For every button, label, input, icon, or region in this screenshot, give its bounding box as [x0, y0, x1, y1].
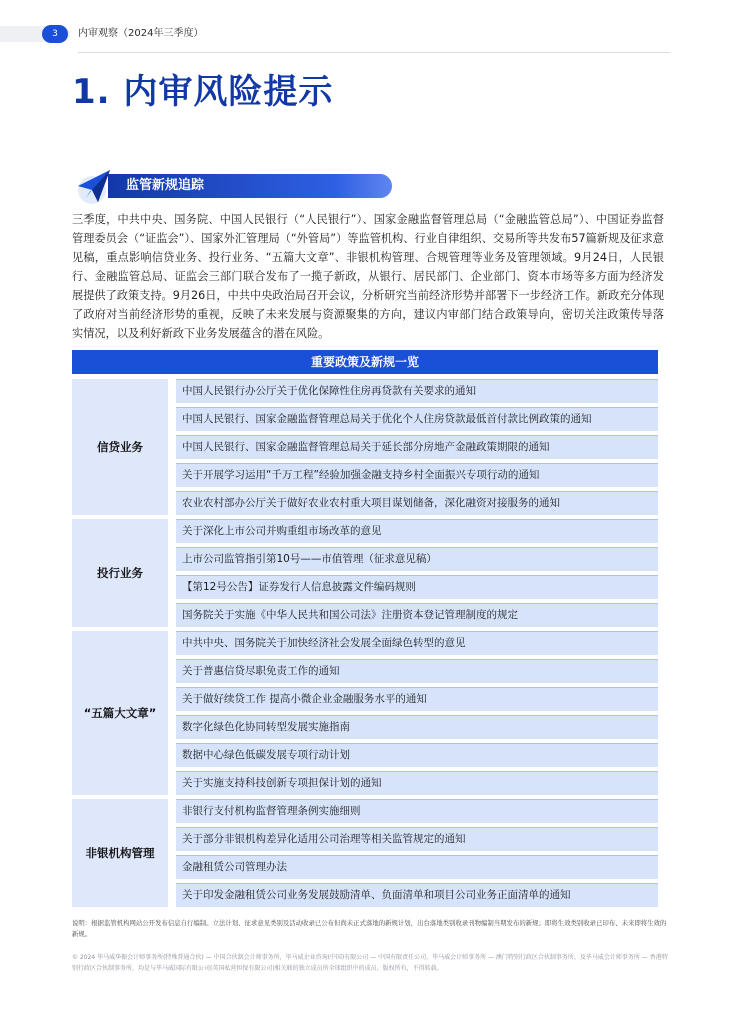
section-label: 监管新规追踪 [126, 178, 205, 193]
policy-item: 关于开展学习运用“千万工程”经验加强金融支持乡村全面振兴专项行动的通知 [176, 463, 658, 487]
section-bar [108, 174, 392, 198]
policy-item: 农业农村部办公厅关于做好农业农村重大项目谋划储备，深化融资对接服务的通知 [176, 491, 658, 515]
intro-paragraph: 三季度，中共中央、国务院、中国人民银行（“人民银行”）、国家金融监督管理总局（“金融监管总局”）、中国证券监督管理委员会（“证监会”）、国家外汇管理局（“外管局”）等监管机构、行业自律组织、交易所等共发布57篇新规及征求意见稿，重点影响信贷业务、投行业务、“五篇大文章”、非银机构管理、合规管理等业务及管理领域。9月24日，人民银行、金融监管总局、证监会三部门联合发布了一揽子新政，从银行、居民部门、企业部门、资本市场等多方面为经济发展提供了政策支持。9月26日，中共中央政治局召开会议，分析研究当前经济形势并部署下一步经济工作。新政充分体现了政府对当前经济形势的重视，反映了未来发展与资源聚集的方向，建议内审部门结合政策导向，密切关注政策传导落实情况，以及利好新政下业务发展蕴含的潜在风险。 [72, 213, 664, 340]
page-number: 3 [42, 25, 68, 43]
policy-item: 关于实施支持科技创新专项担保计划的通知 [176, 771, 658, 795]
group-label: “五篇大文章” [72, 631, 168, 795]
group-label: 信贷业务 [72, 379, 168, 515]
group-label: 投行业务 [72, 519, 168, 627]
policy-item: 上市公司监管指引第10号——市值管理（征求意见稿） [176, 547, 658, 571]
paper-plane-icon [72, 164, 116, 208]
policy-item: 关于部分非银机构差异化适用公司治理等相关监管规定的通知 [176, 827, 658, 851]
policy-item: 中国人民银行、国家金融监督管理总局关于优化个人住房贷款最低首付款比例政策的通知 [176, 407, 658, 431]
policy-item: 数字化绿色化协同转型发展实施指南 [176, 715, 658, 739]
policy-item: 中国人民银行、国家金融监督管理总局关于延长部分房地产金融政策期限的通知 [176, 435, 658, 459]
page-title: 1. 内审风险提示 [72, 72, 334, 112]
policy-item: 关于普惠信贷尽职免责工作的通知 [176, 659, 658, 683]
table-note: 说明：根据监管机构网站公开发布信息自行编制。立法计划、征求意见类别及活动收录已公布但尚未正式落地的新规计划，出台落地类别收录刊物编制当期发布的新规；即将生效类别收录已印布、未来即将生效的新规。 [72, 919, 667, 938]
section-heading [72, 172, 394, 200]
policy-item: 关于做好续贷工作 提高小微企业金融服务水平的通知 [176, 687, 658, 711]
header-title: 内审观察（2024年三季度） [78, 28, 204, 39]
policy-item: 关于深化上市公司并购重组市场改革的意见 [176, 519, 658, 543]
policy-item: 数据中心绿色低碳发展专项行动计划 [176, 743, 658, 767]
policy-item: 中共中央、国务院关于加快经济社会发展全面绿色转型的意见 [176, 631, 658, 655]
page-header [0, 24, 730, 44]
policy-item: 金融租赁公司管理办法 [176, 855, 658, 879]
policy-item: 中国人民银行办公厅关于优化保障性住房再贷款有关要求的通知 [176, 379, 658, 403]
policy-item: 非银行支付机构监督管理条例实施细则 [176, 799, 658, 823]
copyright-footer: © 2024 毕马威华振会计师事务所(特殊普通合伙) — 中国合伙制会计师事务所，毕马威企业咨询(中国)有限公司 — 中国有限责任公司，毕马威会计师事务所 — 澳门特别行政区合伙制事务所，及毕马威会计师事务所 — 香港特别行政区合伙制事务所，均是与毕马威国际有限公司(英国私营担保有限公司)相关联的独立成员所全球组织中的成员。版权所有，不得转载。 [72, 954, 668, 972]
header-divider [78, 52, 670, 53]
policy-item: 【第12号公告】证券发行人信息披露文件编码规则 [176, 575, 658, 599]
table-title: 重要政策及新规一览 [72, 350, 658, 374]
policy-item: 国务院关于实施《中华人民共和国公司法》注册资本登记管理制度的规定 [176, 603, 658, 627]
group-label: 非银机构管理 [72, 799, 168, 907]
policy-item: 关于印发金融租赁公司业务发展鼓励清单、负面清单和项目公司业务正面清单的通知 [176, 883, 658, 907]
